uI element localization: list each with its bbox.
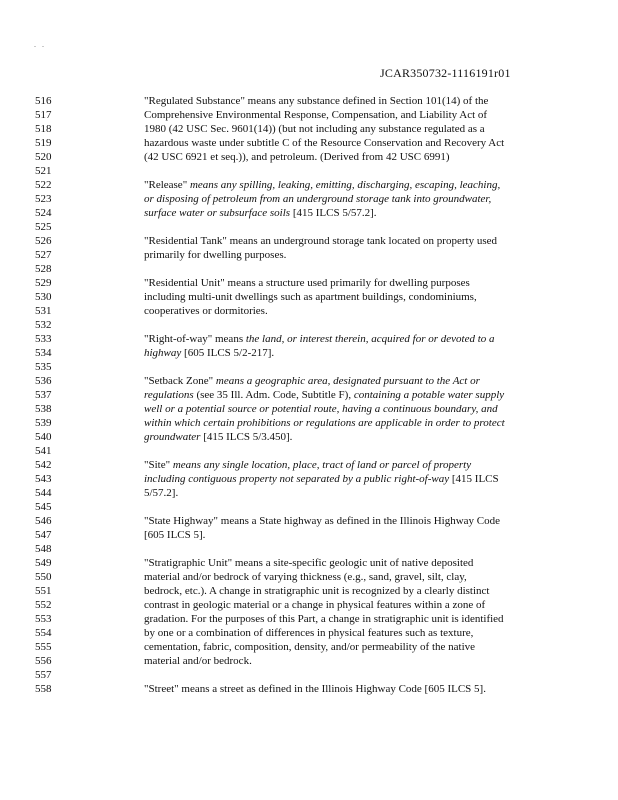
line-number: 521 (35, 165, 52, 177)
line-number: 554 (35, 627, 52, 639)
line-number: 532 (35, 319, 52, 331)
line-row (0, 570, 618, 584)
line-row (0, 332, 618, 346)
line-row (0, 122, 618, 136)
line-number: 531 (35, 305, 52, 317)
line-row (0, 318, 618, 332)
line-number: 533 (35, 333, 52, 345)
text-segment: (42 USC 6921 et seq.)), and petroleum. (Derived from 42 USC 6991) (144, 151, 450, 163)
line-text (144, 290, 564, 304)
line-number: 540 (35, 431, 52, 443)
line-number: 548 (35, 543, 52, 555)
line-row (0, 472, 618, 486)
text-segment: "Regulated Substance" means any substance defined in Section 101(14) of the (144, 95, 489, 107)
line-row (0, 430, 618, 444)
italic-segment: or disposing of petroleum from an underground storage tank into groundwater, (144, 193, 492, 205)
text-segment: "Street" means a street as defined in the Illinois Highway Code [605 ILCS 5]. (144, 683, 486, 695)
text-segment: "Right-of-way" means (144, 333, 246, 345)
line-number: 555 (35, 641, 52, 653)
line-text (144, 178, 564, 192)
document-id-header: JCAR350732-1116191r01 (380, 66, 511, 80)
line-text (144, 430, 564, 444)
line-text (144, 640, 564, 654)
line-row (0, 668, 618, 682)
line-text (144, 612, 564, 626)
line-row (0, 108, 618, 122)
line-row (0, 654, 618, 668)
text-segment: gradation. For the purposes of this Part, a change in stratigraphic unit is identified (144, 613, 504, 625)
line-row (0, 598, 618, 612)
line-number: 551 (35, 585, 52, 597)
line-number: 536 (35, 375, 52, 387)
line-number: 552 (35, 599, 52, 611)
line-row (0, 416, 618, 430)
line-number: 519 (35, 137, 52, 149)
line-row (0, 514, 618, 528)
line-number: 537 (35, 389, 52, 401)
line-number: 545 (35, 501, 52, 513)
line-text (144, 150, 564, 164)
text-segment: 5/57.2]. (144, 487, 179, 499)
line-row (0, 360, 618, 374)
line-text (144, 528, 564, 542)
line-number: 544 (35, 487, 52, 499)
line-text (144, 206, 564, 220)
line-text (144, 122, 564, 136)
line-number: 528 (35, 263, 52, 275)
italic-segment: surface water or subsurface soils (144, 207, 291, 219)
line-row (0, 248, 618, 262)
line-row (0, 682, 618, 696)
line-text (144, 108, 564, 122)
line-row (0, 192, 618, 206)
text-segment: bedrock, etc.). A change in stratigraphic unit is recognized by a clearly distinct (144, 585, 490, 597)
italic-segment: groundwater (144, 431, 201, 443)
line-number: 550 (35, 571, 52, 583)
text-segment: [415 ILCS 5/57.2]. (290, 207, 377, 219)
text-segment: contrast in geologic material or a change in physical features within a zone of (144, 599, 486, 611)
text-segment: "State Highway" means a State highway as defined in the Illinois Highway Code (144, 515, 501, 527)
line-row (0, 346, 618, 360)
line-row (0, 556, 618, 570)
line-row (0, 528, 618, 542)
text-segment: [415 ILCS (449, 473, 499, 485)
line-text (144, 304, 564, 318)
text-segment: by one or a combination of differences in physical features such as texture, (144, 627, 474, 639)
line-text (144, 388, 564, 402)
line-text (144, 486, 564, 500)
line-number: 524 (35, 207, 52, 219)
text-segment: (see 35 Ill. Adm. Code, Subtitle F), (193, 389, 354, 401)
italic-segment: including contiguous property not separated by a public right-of-way (144, 473, 450, 485)
line-row (0, 262, 618, 276)
text-segment: including multi-unit dwellings such as apartment buildings, condominiums, (144, 291, 477, 303)
line-number: 543 (35, 473, 52, 485)
line-number: 546 (35, 515, 52, 527)
line-number: 525 (35, 221, 52, 233)
line-number: 523 (35, 193, 52, 205)
line-text (144, 682, 564, 696)
text-segment: [605 ILCS 5/2-217]. (181, 347, 275, 359)
line-number: 529 (35, 277, 52, 289)
line-number: 526 (35, 235, 52, 247)
line-number: 522 (35, 179, 52, 191)
italic-segment: well or a potential source or potential route, having a continuous boundary, and (144, 403, 498, 415)
line-row (0, 150, 618, 164)
italic-segment: means any single location, place, tract of land or parcel of property (172, 459, 472, 471)
text-segment: material and/or bedrock of varying thickness (e.g., sand, gravel, silt, clay, (144, 571, 467, 583)
italic-segment: means a geographic area, designated pursuant to the Act or (215, 375, 480, 387)
text-segment: hazardous waste under subtitle C of the Resource Conservation and Recovery Act (144, 137, 505, 149)
italic-segment: the land, or interest therein, acquired for or devoted to a (245, 333, 495, 345)
italic-segment: regulations (144, 389, 194, 401)
italic-segment: highway (144, 347, 182, 359)
line-text (144, 276, 564, 290)
line-row (0, 640, 618, 654)
italic-segment: means any spilling, leaking, emitting, discharging, escaping, leaching, (189, 179, 501, 191)
line-number: 535 (35, 361, 52, 373)
line-text (144, 374, 564, 388)
line-row (0, 584, 618, 598)
line-row (0, 206, 618, 220)
line-number: 516 (35, 95, 52, 107)
line-text (144, 570, 564, 584)
line-row (0, 542, 618, 556)
line-row (0, 290, 618, 304)
text-segment: cooperatives or dormitories. (144, 305, 268, 317)
line-text (144, 654, 564, 668)
line-row (0, 612, 618, 626)
italic-segment: within which certain prohibitions or regulations are applicable in order to protect (144, 417, 505, 429)
line-row (0, 374, 618, 388)
line-number: 518 (35, 123, 52, 135)
text-segment: cementation, fabric, composition, density, and/or permeability of the native (144, 641, 476, 653)
line-number: 558 (35, 683, 52, 695)
line-number: 553 (35, 613, 52, 625)
line-row (0, 458, 618, 472)
line-row (0, 444, 618, 458)
line-row (0, 304, 618, 318)
line-number: 534 (35, 347, 52, 359)
line-text (144, 346, 564, 360)
line-text (144, 626, 564, 640)
text-segment: "Site" (144, 459, 173, 471)
text-segment: "Release" (144, 179, 190, 191)
text-segment: material and/or bedrock. (144, 655, 252, 667)
line-text (144, 332, 564, 346)
line-row (0, 164, 618, 178)
italic-segment: containing a potable water supply (353, 389, 505, 401)
text-segment: [605 ILCS 5]. (144, 529, 206, 541)
line-number: 541 (35, 445, 52, 457)
numbered-lines (0, 94, 618, 696)
line-text (144, 556, 564, 570)
text-segment: Comprehensive Environmental Response, Compensation, and Liability Act of (144, 109, 488, 121)
text-segment: 1980 (42 USC Sec. 9601(14)) (but not including any substance regulated as a (144, 123, 485, 135)
line-row (0, 136, 618, 150)
line-text (144, 458, 564, 472)
text-segment: "Residential Tank" means an underground storage tank located on property used (144, 235, 497, 247)
line-number: 517 (35, 109, 52, 121)
line-row (0, 178, 618, 192)
line-number: 538 (35, 403, 52, 415)
line-text (144, 472, 564, 486)
line-text (144, 192, 564, 206)
line-number: 539 (35, 417, 52, 429)
text-segment: [415 ILCS 5/3.450]. (200, 431, 293, 443)
line-text (144, 514, 564, 528)
line-number: 520 (35, 151, 52, 163)
line-text (144, 598, 564, 612)
line-row (0, 486, 618, 500)
line-row (0, 402, 618, 416)
line-number: 549 (35, 557, 52, 569)
line-text (144, 136, 564, 150)
text-segment: primarily for dwelling purposes. (144, 249, 287, 261)
line-text (144, 248, 564, 262)
line-number: 547 (35, 529, 52, 541)
line-row (0, 94, 618, 108)
line-text (144, 402, 564, 416)
line-number: 556 (35, 655, 52, 667)
corner-mark: . . (34, 40, 46, 49)
line-text (144, 416, 564, 430)
line-number: 542 (35, 459, 52, 471)
line-text (144, 584, 564, 598)
line-row (0, 276, 618, 290)
line-row (0, 234, 618, 248)
line-number: 527 (35, 249, 52, 261)
text-segment: "Setback Zone" (144, 375, 216, 387)
line-text (144, 94, 564, 108)
text-segment: "Residential Unit" means a structure used primarily for dwelling purposes (144, 277, 470, 289)
line-row (0, 388, 618, 402)
line-row (0, 500, 618, 514)
line-text (144, 234, 564, 248)
text-segment: "Stratigraphic Unit" means a site-specific geologic unit of native deposited (144, 557, 474, 569)
line-number: 530 (35, 291, 52, 303)
line-row (0, 220, 618, 234)
line-number: 557 (35, 669, 52, 681)
line-row (0, 626, 618, 640)
